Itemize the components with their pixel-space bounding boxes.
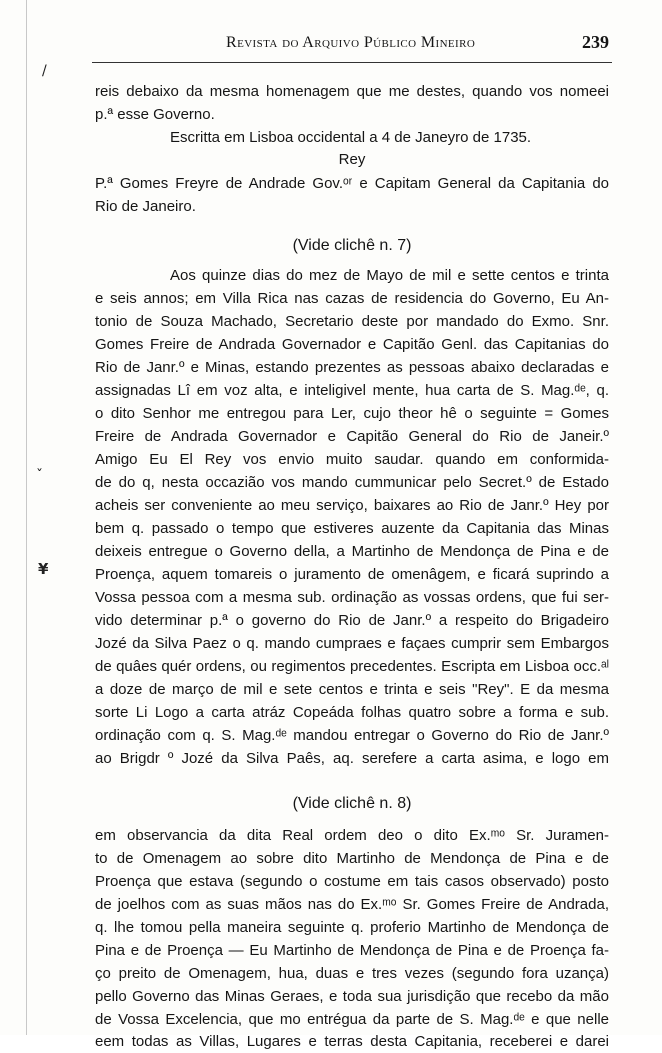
text-line: e seis annos; em Villa Rica nas cazas de residencia do Governo, Eu An- (95, 290, 609, 307)
text-line: vido determinar p.ª o governo do Rio de Janr.º a respeito do Brigadeiro (95, 612, 609, 629)
text-line: Aos quinze dias do mez de Mayo de mil e sette centos e trinta (170, 267, 609, 284)
text-line: ordinação com q. S. Mag.ᵈᵉ mandou entregar o Governo do Rio de Janr.º (95, 727, 609, 744)
text-line: Rio de Janr.º e Minas, estando prezentes as pessoas abaixo declaradas e (95, 359, 609, 376)
text-line: P.ª Gomes Freyre de Andrade Gov.ᵒʳ e Capitam General da Capitania do (95, 175, 609, 192)
text-line: sorte Li Logo a carta atráz Copeáda folhas quatro sobre a forma e sub. (95, 704, 609, 721)
text-line: ço preito de Omenagem, hua, duas e tres vezes (segundo fora uzança) (95, 965, 609, 982)
text-line: Amigo Eu El Rey vos envio muito saudar. quando em conformida- (95, 451, 609, 468)
text-line: o dito Senhor me entregou para Ler, cujo theor hê o seguinte = Gomes (95, 405, 609, 422)
text-line: Freire de Andrada Governador e Capitão General do Rio de Janeir.º (95, 428, 609, 445)
text-line: reis debaixo da mesma homenagem que me destes, quando vos nomeei (95, 83, 609, 100)
margin-mark: ¥ (38, 560, 49, 578)
text-line: Vossa pessoa com a mesma sub. ordinação as vossas ordens, que fui ser- (95, 589, 609, 606)
text-line: Jozé da Silva Paez o q. mando cumpraes e façaes cumprir sem Embargos (95, 635, 609, 652)
text-line: pello Governo das Minas Geraes, e toda sua jurisdição que recebo da mão (95, 988, 609, 1005)
text-line: assignadas Lî em voz alta, e inteligivel mente, hua carta de S. Mag.ᵈᵉ, q. (95, 382, 609, 399)
text-line: acheis ser conveniente ao meu serviço, baixares ao Rio de Janr.º Hey por (95, 497, 609, 514)
text-line: Pina e de Proença — Eu Martinho de Mendonça de Pina e de Proença fa- (95, 942, 609, 959)
text-line: p.ª esse Governo. (95, 106, 215, 123)
signature-rey: Rey (338, 151, 366, 168)
text-line: de quâes quér ordens, ou regimentos precedentes. Escripta em Lisboa occ.ᵃˡ (95, 658, 609, 675)
text-line: Escritta em Lisboa occidental a 4 de Janeyro de 1735. (170, 129, 532, 146)
text-line: tonio de Souza Machado, Secretario deste por mandado do Exmo. Snr. (95, 313, 609, 330)
text-line: to de Omenagem ao sobre dito Martinho de Mendonça de Pina e de (95, 850, 609, 867)
page-number: 239 (582, 32, 609, 52)
text-line: ao Brigdr º Jozé da Silva Paês, aq. serefere a carta asima, e logo em (95, 750, 609, 767)
text-line: bem q. passado o tempo que estiveres auzente da Capitania das Minas (95, 520, 609, 537)
text-line: Proença, aquem tomareis o juramento de omenâgem, e ficará suprindo a (95, 566, 609, 583)
margin-mark: ˇ (36, 468, 43, 484)
text-line: de joelhos com as suas mãos nas do Ex.ᵐᵒ Sr. Gomes Freire de Andrada, (95, 896, 609, 913)
text-line: a doze de março de mil e sete centos e trinta e seis "Rey". E da mesma (95, 681, 609, 698)
running-title: Revista do Arquivo Público Mineiro (226, 34, 476, 51)
text-line: em observancia da dita Real ordem deo o dito Ex.ᵐᵒ Sr. Juramen- (95, 827, 609, 844)
caption-cliche-7: (Vide clichê n. 7) (292, 237, 412, 254)
text-line: de do q, nesta occazião vos mando cummunicar pelo Secret.º de Estado (95, 474, 609, 491)
text-line: Proença que estava (segundo o costume em tais casos observado) posto (95, 873, 609, 890)
text-line: de Vossa Excelencia, que mo entrégua da parte de S. Mag.ᵈᵉ e que nelle (95, 1011, 609, 1028)
page-edge-line (26, 0, 27, 1035)
text-line: Gomes Freire de Andrada Governador e Capitão Genl. das Capitanias do (95, 336, 609, 353)
text-line: q. lhe tomou pella maneira seguinte q. proferio Martinho de Mendonça de (95, 919, 609, 936)
text-line: Rio de Janeiro. (95, 198, 196, 215)
header-rule (92, 62, 612, 63)
caption-cliche-8: (Vide clichê n. 8) (292, 795, 412, 812)
margin-mark: / (42, 63, 47, 79)
text-line: eem todas as Villas, Lugares e terras desta Capitania, receberei e darei (95, 1033, 609, 1050)
page-header (0, 30, 662, 60)
text-line: deixeis entregue o Governo della, a Martinho de Mendonça de Pina e de (95, 543, 609, 560)
